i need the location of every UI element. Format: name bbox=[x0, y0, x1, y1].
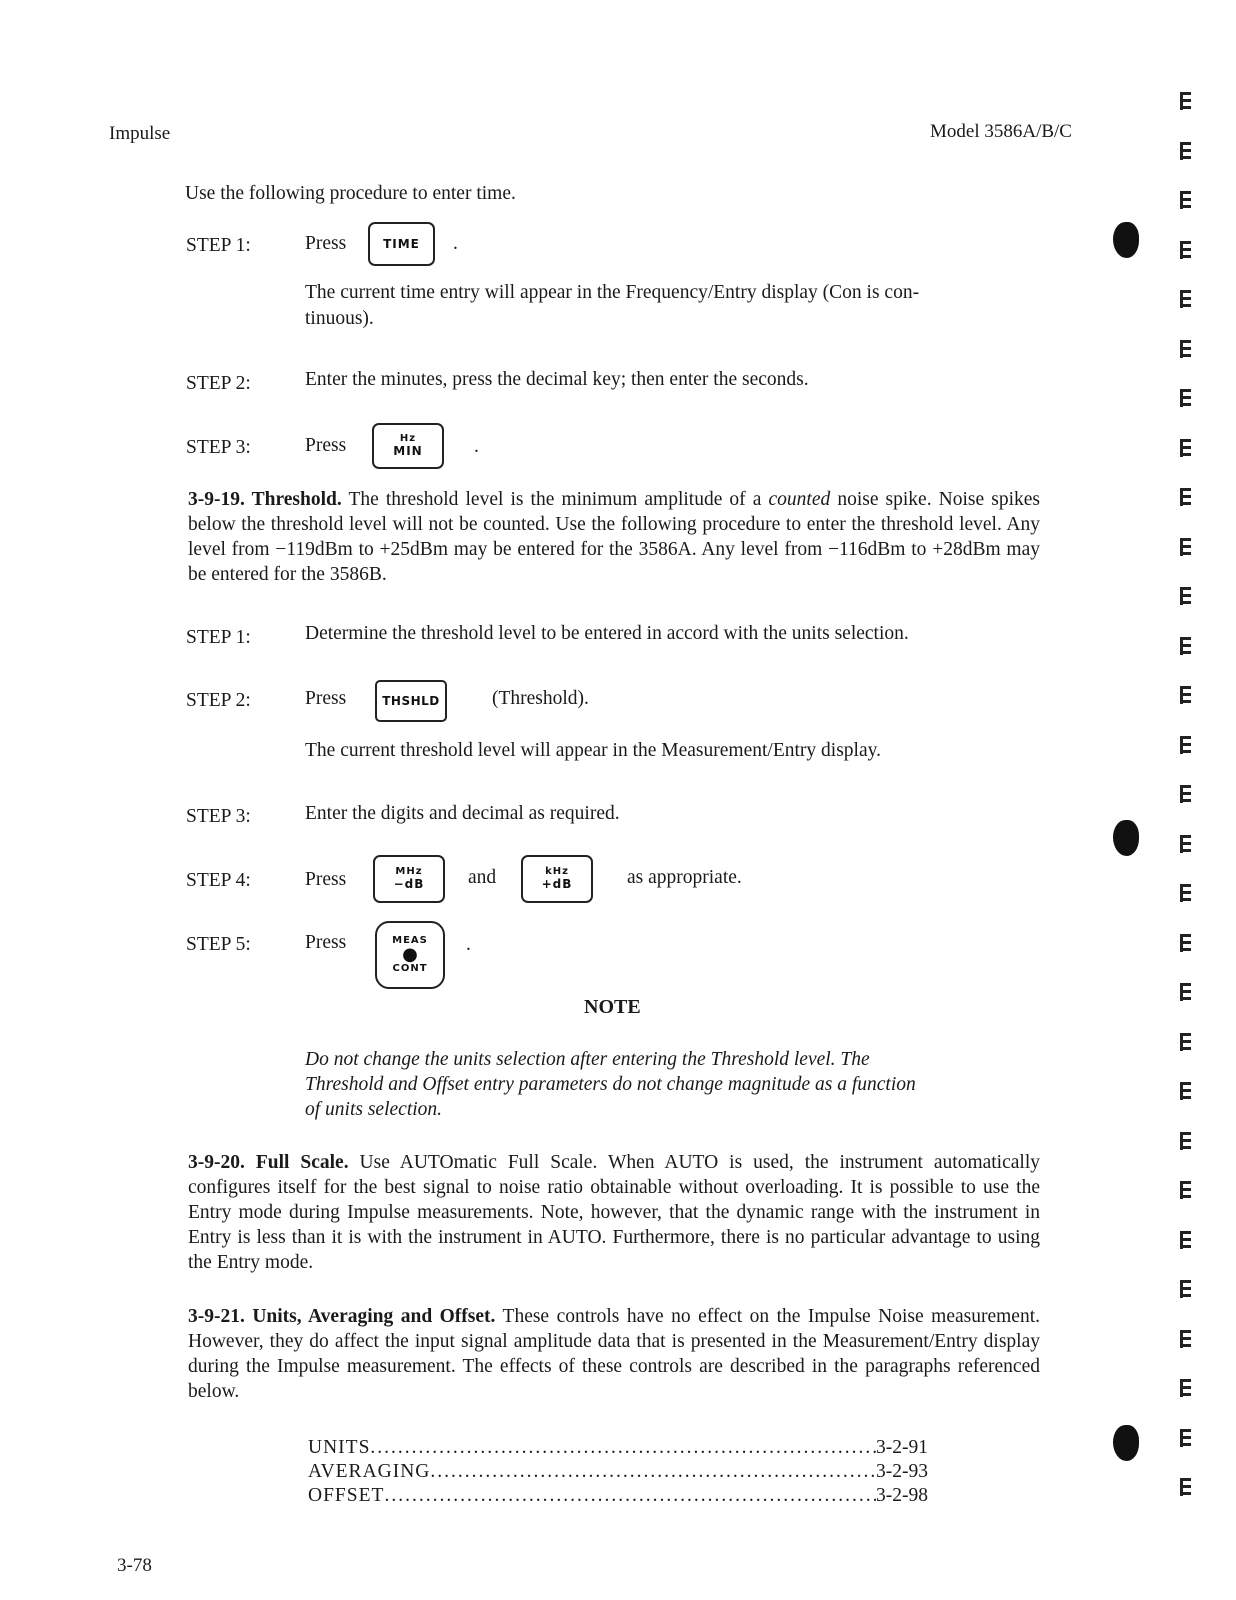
threshold-paragraph bbox=[188, 487, 1040, 587]
index-mark bbox=[1180, 1478, 1192, 1496]
page-number: 3-78 bbox=[117, 1555, 152, 1576]
khz-key-top: kHz bbox=[545, 866, 569, 878]
note-title: NOTE bbox=[584, 996, 641, 1018]
intro-text: Use the following procedure to enter time. bbox=[185, 183, 516, 204]
mhz-key-bottom: −dB bbox=[393, 876, 425, 891]
index-mark bbox=[1180, 1033, 1192, 1051]
index-mark bbox=[1180, 340, 1192, 358]
time-step1-text: Press bbox=[305, 233, 347, 254]
thshld-key-label: THSHLD bbox=[382, 693, 440, 708]
index-mark bbox=[1180, 191, 1192, 209]
time-step1-detail-1: The current time entry will appear in the Frequency/Entry display (Con is con- bbox=[305, 282, 920, 303]
index-mark bbox=[1180, 587, 1192, 605]
thr-step5-after: . bbox=[466, 934, 471, 955]
thr-step3-text: Enter the digits and decimal as required. bbox=[305, 803, 620, 824]
thr-step4-text: Press bbox=[305, 869, 347, 890]
khz-plus-db-key bbox=[521, 855, 593, 903]
time-step1-label: STEP 1: bbox=[186, 235, 251, 256]
binder-hole-top bbox=[1113, 222, 1139, 258]
index-mark bbox=[1180, 1132, 1192, 1150]
time-step1-after: . bbox=[453, 233, 458, 254]
hz-min-key-top: Hz bbox=[399, 433, 417, 445]
meas-key-top: MEAS bbox=[392, 934, 428, 946]
thr-step4-and: and bbox=[468, 867, 497, 888]
index-mark bbox=[1180, 1429, 1192, 1447]
index-mark bbox=[1180, 488, 1192, 506]
binder-hole-middle bbox=[1113, 820, 1139, 856]
index-mark bbox=[1180, 1379, 1192, 1397]
threshold-emph: counted bbox=[768, 489, 831, 510]
reference-leader bbox=[370, 1436, 876, 1460]
index-mark bbox=[1180, 92, 1192, 110]
threshold-body2: noise spike. Noise spikes below the threshold level will not be counted. Use the following procedure to enter the threshold level. Any level from −119dBm to +25dBm may be entered for the 3586A. Any level from −116dBm to +28dBm may be entered for the 3586B. bbox=[188, 489, 1040, 585]
mhz-key-top: MHz bbox=[395, 866, 423, 878]
index-mark bbox=[1180, 241, 1192, 259]
index-mark bbox=[1180, 835, 1192, 853]
index-mark bbox=[1180, 983, 1192, 1001]
index-mark bbox=[1180, 637, 1192, 655]
index-mark bbox=[1180, 1181, 1192, 1199]
thr-step2-text: Press bbox=[305, 688, 347, 709]
units-avg-body: These controls have no effect on the Impulse Noise measurement. However, they do affect the input signal amplitude data that is presented in the Measurement/Entry display during the Impulse measurement. The effects of these controls are described in the paragraphs referenced below. bbox=[188, 1306, 1040, 1402]
reference-leader bbox=[384, 1484, 876, 1508]
index-mark bbox=[1180, 686, 1192, 704]
time-step2-label: STEP 2: bbox=[186, 373, 251, 394]
time-key-label: TIME bbox=[383, 236, 420, 251]
full-scale-heading: 3-9-20. Full Scale. bbox=[188, 1152, 349, 1173]
meas-cont-key bbox=[375, 921, 445, 989]
reference-row bbox=[308, 1460, 928, 1484]
index-mark bbox=[1180, 439, 1192, 457]
thr-step5-label: STEP 5: bbox=[186, 934, 251, 955]
index-mark bbox=[1180, 934, 1192, 952]
thr-step2-label: STEP 2: bbox=[186, 690, 251, 711]
note-body: Do not change the units selection after entering the Threshold level. The Threshold and Offset entry parameters do not change magnitude as a function of units selection. bbox=[305, 1049, 916, 1120]
model-header: Model 3586A/B/C bbox=[930, 121, 1072, 142]
meas-key-bottom: CONT bbox=[392, 963, 428, 974]
thr-step4-label: STEP 4: bbox=[186, 870, 251, 891]
index-mark bbox=[1180, 538, 1192, 556]
thr-step1-label: STEP 1: bbox=[186, 627, 251, 648]
index-mark bbox=[1180, 736, 1192, 754]
binder-hole-bottom bbox=[1113, 1425, 1139, 1461]
thr-step2-detail: The current threshold level will appear in the Measurement/Entry display. bbox=[305, 740, 881, 761]
reference-label: OFFSET bbox=[308, 1485, 385, 1506]
reference-row bbox=[308, 1484, 928, 1508]
reference-list bbox=[308, 1436, 928, 1508]
mhz-minus-db-key bbox=[373, 855, 445, 903]
reference-leader bbox=[430, 1460, 876, 1484]
thr-step3-label: STEP 3: bbox=[186, 806, 251, 827]
full-scale-paragraph bbox=[188, 1150, 1040, 1275]
full-scale-body: Use AUTOmatic Full Scale. When AUTO is used, the instrument automatically configures itself for the best signal to noise ratio obtainable without overloading. It is possible to use the Entry mode during Impulse measurements. Note, however, that the dynamic range with the instrument in Entry is less than it is with the instrument in AUTO. Furthermore, there is no particular advantage to using the Entry mode. bbox=[188, 1152, 1040, 1273]
time-step3-label: STEP 3: bbox=[186, 437, 251, 458]
reference-number: 3-2-98 bbox=[876, 1485, 928, 1506]
threshold-heading: 3-9-19. Threshold. bbox=[188, 489, 342, 510]
threshold-body: The threshold level is the minimum amplitude of a bbox=[348, 489, 762, 510]
units-avg-paragraph bbox=[188, 1304, 1040, 1404]
thshld-key bbox=[375, 680, 447, 722]
time-step1-detail-2: tinuous). bbox=[305, 308, 374, 329]
reference-row bbox=[308, 1436, 928, 1460]
reference-number: 3-2-93 bbox=[876, 1461, 928, 1482]
thr-step4-after: as appropriate. bbox=[627, 867, 742, 888]
time-step2-text: Enter the minutes, press the decimal key; then enter the seconds. bbox=[305, 369, 809, 390]
index-mark bbox=[1180, 290, 1192, 308]
thr-step1-text: Determine the threshold level to be entered in accord with the units selection. bbox=[305, 623, 909, 644]
thr-step2-after: (Threshold). bbox=[492, 688, 589, 709]
index-mark bbox=[1180, 389, 1192, 407]
hz-min-key-bottom: MIN bbox=[393, 443, 423, 458]
time-key bbox=[368, 222, 435, 266]
hz-min-key bbox=[372, 423, 444, 469]
thr-step5-text: Press bbox=[305, 932, 347, 953]
index-mark bbox=[1180, 785, 1192, 803]
reference-label: AVERAGING bbox=[308, 1461, 431, 1482]
khz-key-bottom: +dB bbox=[541, 876, 573, 891]
index-mark bbox=[1180, 1280, 1192, 1298]
time-step3-text: Press bbox=[305, 435, 347, 456]
meas-key-dot: ● bbox=[402, 944, 418, 965]
reference-label: UNITS bbox=[308, 1437, 371, 1458]
index-mark bbox=[1180, 1082, 1192, 1100]
reference-number: 3-2-91 bbox=[876, 1437, 928, 1458]
index-mark bbox=[1180, 1231, 1192, 1249]
index-mark bbox=[1180, 884, 1192, 902]
section-header: Impulse bbox=[109, 123, 171, 144]
index-mark bbox=[1180, 1330, 1192, 1348]
time-step3-after: . bbox=[474, 436, 479, 457]
units-avg-heading: 3-9-21. Units, Averaging and Offset. bbox=[188, 1306, 496, 1327]
index-mark bbox=[1180, 142, 1192, 160]
